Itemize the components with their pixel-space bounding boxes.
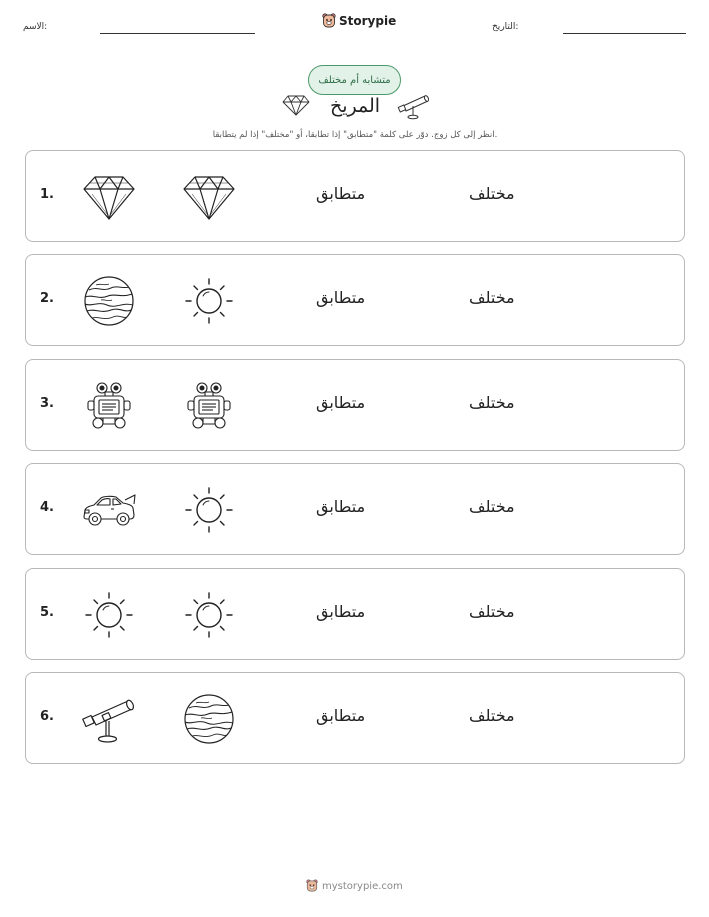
same-option[interactable]: متطابق [316,392,366,412]
car-icon [81,485,137,535]
question-number: 2. [40,291,54,307]
date-line[interactable] [563,33,686,34]
question-number: 5. [40,604,54,620]
footer [306,879,403,893]
worksheet-type-badge: متشابه أم مختلف [308,65,401,95]
page-title: المريخ [329,95,381,117]
question-row [25,672,685,764]
same-option[interactable]: متطابق [316,184,366,203]
telescope-icon [397,90,431,124]
question-row [25,150,685,242]
name-label: الاسم: [23,22,48,32]
sun-icon [181,485,237,535]
different-option[interactable]: مختلف [469,184,515,203]
brand-name: Storypie [339,14,397,28]
question-number: 1. [40,187,54,202]
sun-icon [181,276,237,326]
telescope-icon [81,694,137,744]
same-option[interactable]: متطابق [316,706,366,725]
question-row [25,568,685,660]
robot-icon [81,381,137,431]
different-option[interactable]: مختلف [469,497,515,517]
name-line[interactable] [100,33,255,34]
footer-url[interactable]: mystorypie.com [322,880,403,892]
sun-icon [181,590,237,640]
diamond-icon [81,172,137,222]
robot-icon [181,381,237,431]
same-option[interactable]: متطابق [316,288,366,308]
bear-mascot-icon [306,879,318,893]
different-option[interactable]: مختلف [469,392,515,412]
question-number: 4. [40,500,54,516]
question-number: 3. [40,395,54,411]
question-row [25,254,685,346]
planet-icon [81,276,137,326]
bear-mascot-icon [322,13,336,29]
question-number: 6. [40,709,54,724]
date-label: التاريخ: [492,22,519,32]
planet-icon [181,694,237,744]
brand-logo [322,13,396,29]
different-option[interactable]: مختلف [469,601,515,621]
sun-icon [81,590,137,640]
different-option[interactable]: مختلف [469,706,515,725]
different-option[interactable]: مختلف [469,288,515,308]
same-option[interactable]: متطابق [316,497,366,517]
instructions: انظر إلى كل زوج. دوّر على كلمة "متطابق" إذا تطابقا، أو "مختلف" إذا لم يتطابقا. [212,130,498,140]
diamond-icon [181,172,237,222]
same-option[interactable]: متطابق [316,601,366,621]
question-row [25,359,685,451]
question-row [25,463,685,555]
